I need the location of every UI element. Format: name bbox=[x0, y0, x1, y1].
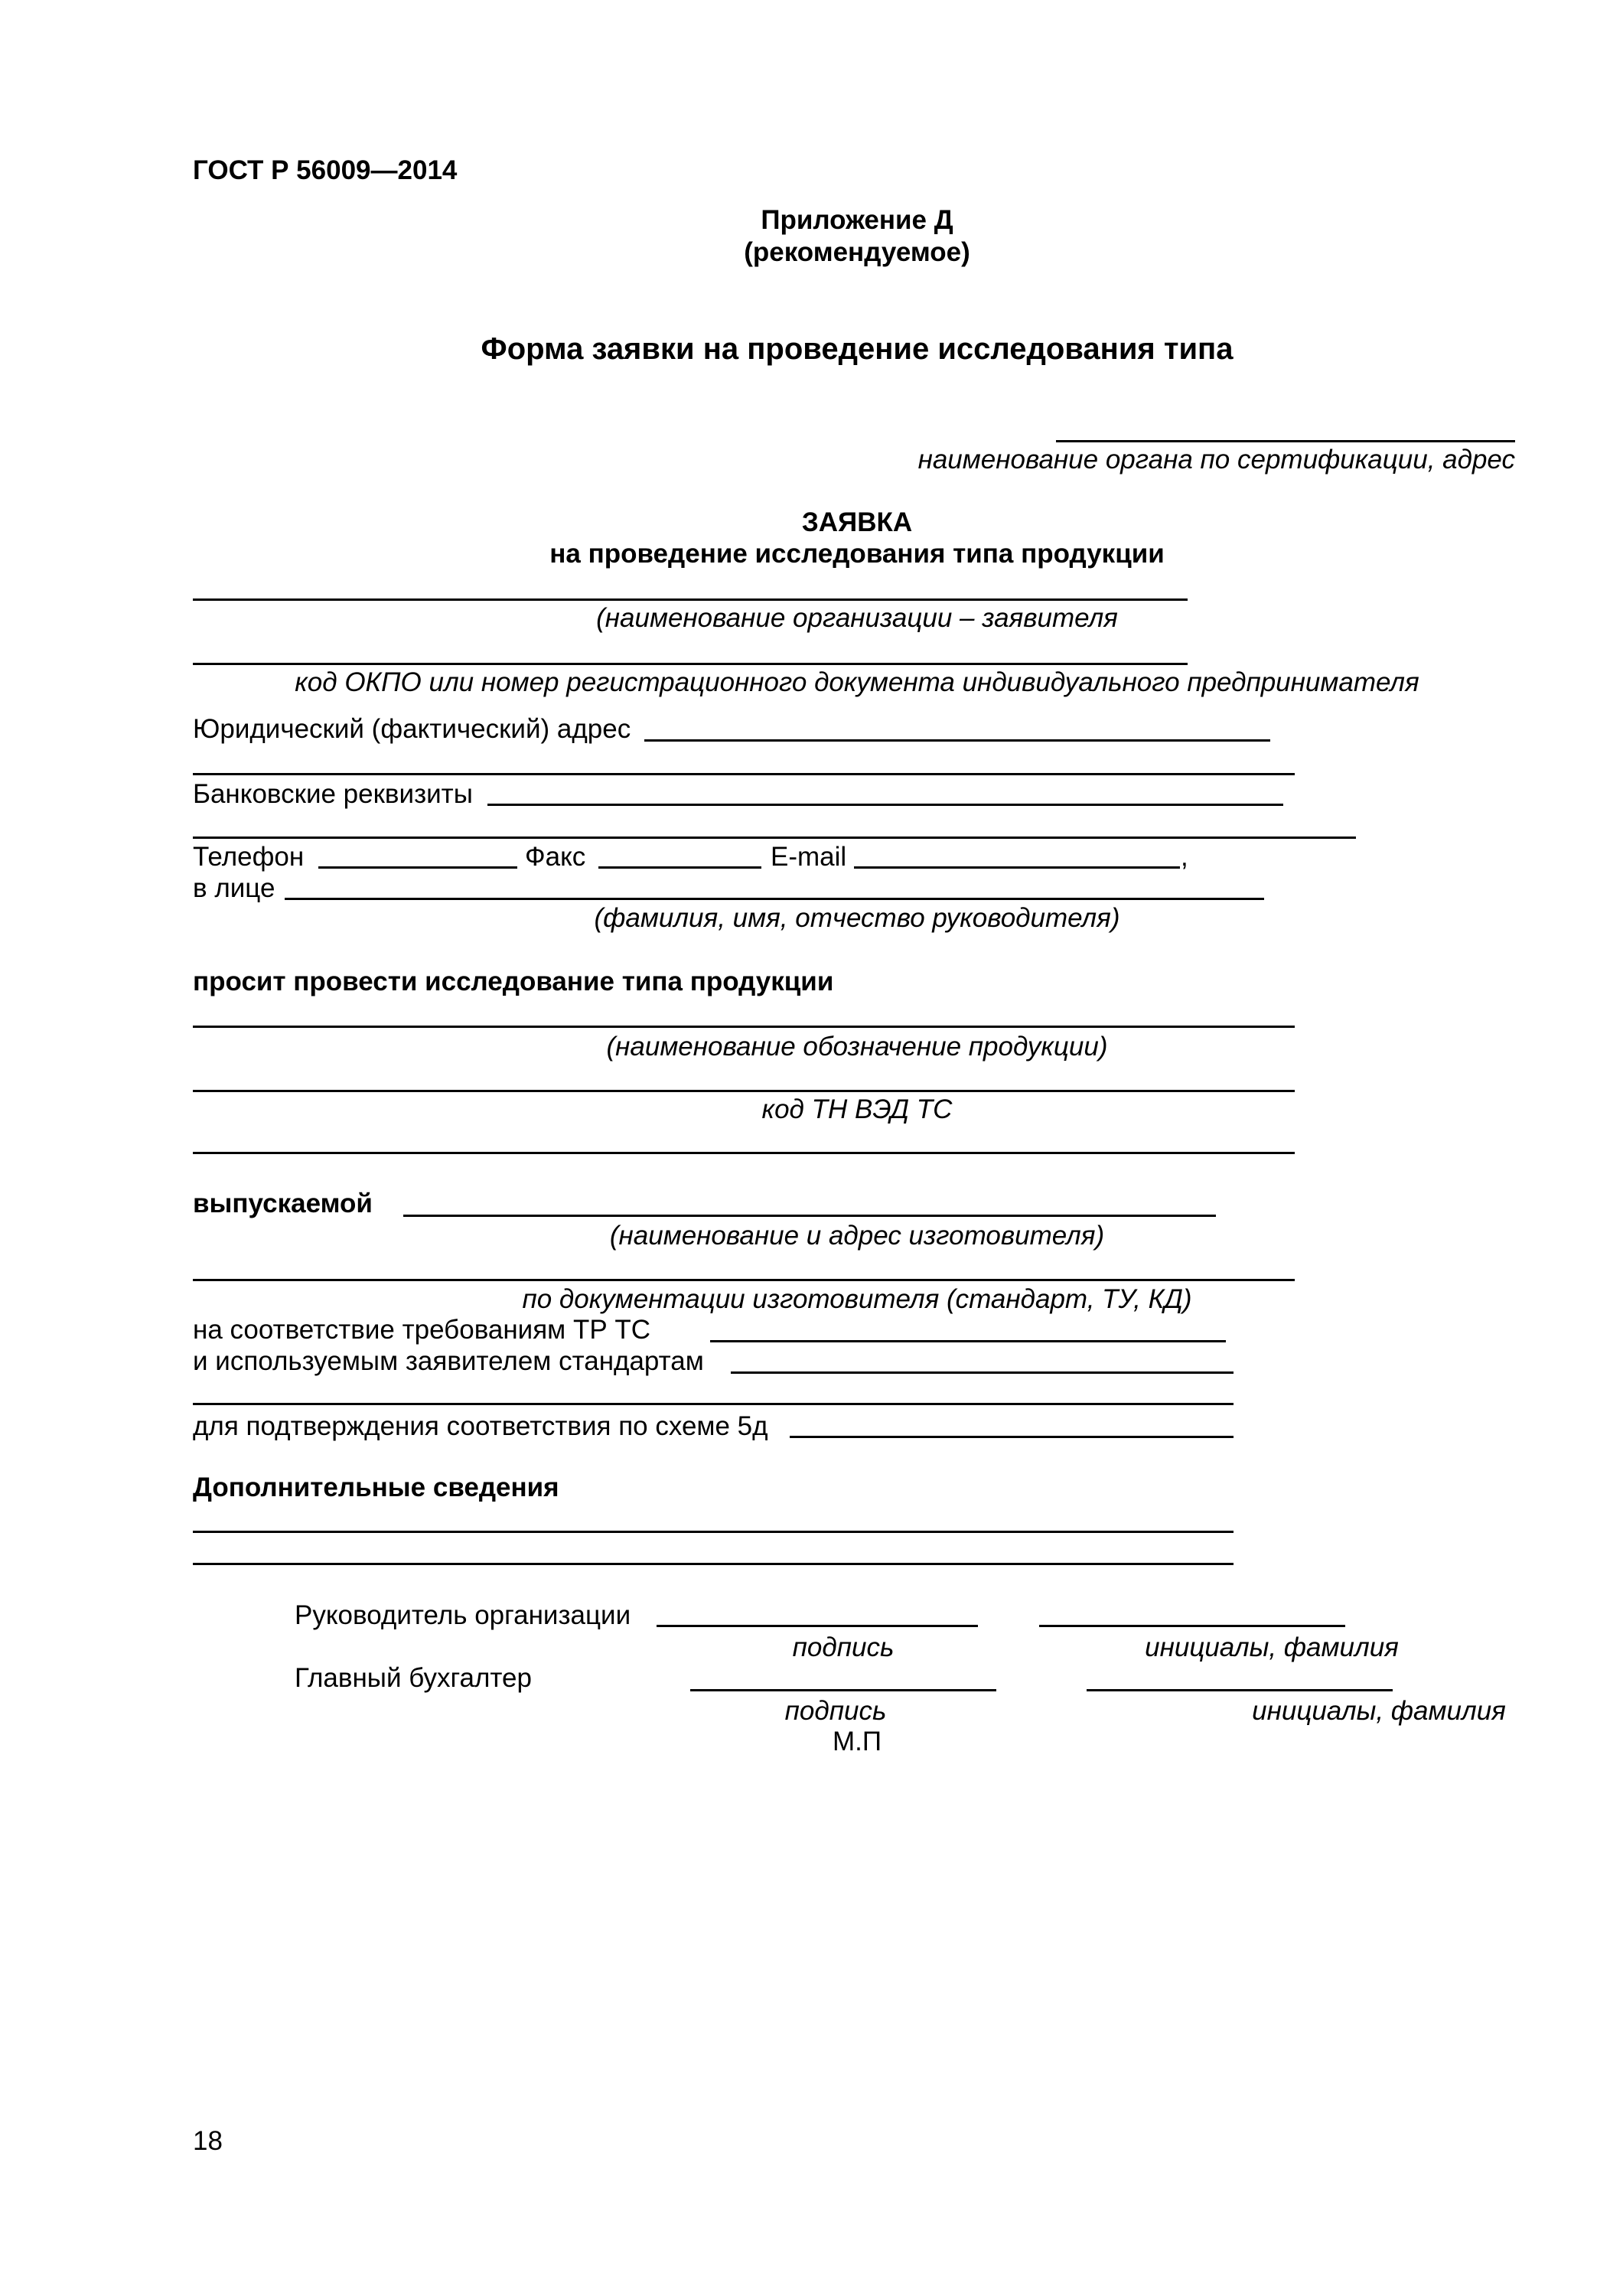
person-line bbox=[285, 898, 1264, 900]
manufacturer-line bbox=[403, 1215, 1216, 1217]
page-number: 18 bbox=[193, 2126, 223, 2156]
email-label: E-mail bbox=[771, 842, 847, 872]
extra-line-2 bbox=[193, 1563, 1234, 1565]
email-line bbox=[854, 866, 1180, 869]
tnved-caption: код ТН ВЭД ТС bbox=[761, 1094, 953, 1124]
bank-line bbox=[487, 804, 1283, 806]
head-signature-line bbox=[657, 1625, 978, 1627]
form-title: Форма заявки на проведение исследования типа bbox=[481, 332, 1234, 366]
request-label: просит провести исследование типа продукции bbox=[193, 967, 834, 996]
extra-line-1 bbox=[193, 1531, 1234, 1533]
email-comma: , bbox=[1181, 842, 1188, 872]
phone-line bbox=[318, 866, 517, 869]
document-code: ГОСТ Р 56009—2014 bbox=[193, 155, 458, 185]
address-label: Юридический (фактический) адрес bbox=[193, 714, 631, 744]
phone-label: Телефон bbox=[193, 842, 305, 872]
product-caption: (наименование обозначение продукции) bbox=[606, 1032, 1108, 1062]
address-line bbox=[644, 739, 1270, 742]
scheme-label: для подтверждения соответствия по схеме 5д bbox=[193, 1411, 768, 1441]
person-caption: (фамилия, имя, отчество руководителя) bbox=[594, 903, 1120, 933]
applicant-caption: (наименование организации – заявителя bbox=[596, 603, 1118, 633]
product-extra-line bbox=[193, 1152, 1295, 1154]
tnved-line bbox=[193, 1090, 1295, 1092]
head-initials-caption: инициалы, фамилия bbox=[1145, 1632, 1399, 1662]
fax-line bbox=[598, 866, 761, 869]
accountant-label: Главный бухгалтер bbox=[295, 1663, 532, 1693]
bank-line-2 bbox=[193, 837, 1356, 839]
manufacturer-line-2 bbox=[193, 1279, 1295, 1281]
address-line-2 bbox=[193, 773, 1295, 775]
accountant-initials-line bbox=[1087, 1689, 1393, 1691]
accountant-initials-caption: инициалы, фамилия bbox=[1252, 1696, 1506, 1726]
product-line bbox=[193, 1026, 1295, 1028]
extra-label: Дополнительные сведения bbox=[193, 1473, 559, 1502]
applicant-line bbox=[193, 598, 1188, 601]
accountant-signature-line bbox=[690, 1689, 996, 1691]
standards-line-2 bbox=[193, 1403, 1234, 1405]
head-signature-caption: подпись bbox=[792, 1632, 895, 1662]
okpo-line bbox=[193, 663, 1188, 665]
authority-line bbox=[1056, 440, 1515, 442]
okpo-caption: код ОКПО или номер регистрационного документа индивидуального предпринимателя bbox=[295, 667, 1419, 697]
application-heading: ЗАЯВКА bbox=[801, 507, 913, 537]
scheme-line bbox=[790, 1436, 1234, 1438]
head-initials-line bbox=[1039, 1625, 1345, 1627]
head-label: Руководитель организации bbox=[295, 1600, 631, 1630]
authority-caption: наименование органа по сертификации, адрес bbox=[917, 445, 1515, 475]
produced-label: выпускаемой bbox=[193, 1189, 373, 1218]
fax-label: Факс bbox=[525, 842, 586, 872]
tr-line bbox=[710, 1340, 1226, 1342]
docs-caption: по документации изготовителя (стандарт, ТУ, КД) bbox=[522, 1284, 1192, 1314]
tr-label: на соответствие требованиям ТР ТС bbox=[193, 1315, 651, 1345]
appendix-note: (рекомендуемое) bbox=[744, 237, 970, 267]
seal-mark: М.П bbox=[832, 1727, 882, 1756]
bank-label: Банковские реквизиты bbox=[193, 779, 473, 809]
standards-line bbox=[731, 1371, 1234, 1374]
standards-label: и используемым заявителем стандартам bbox=[193, 1346, 704, 1376]
application-subheading: на проведение исследования типа продукции bbox=[549, 539, 1165, 569]
person-label: в лице bbox=[193, 873, 275, 903]
appendix-title: Приложение Д bbox=[761, 205, 953, 235]
manufacturer-caption: (наименование и адрес изготовителя) bbox=[609, 1221, 1105, 1251]
accountant-signature-caption: подпись bbox=[784, 1696, 887, 1726]
